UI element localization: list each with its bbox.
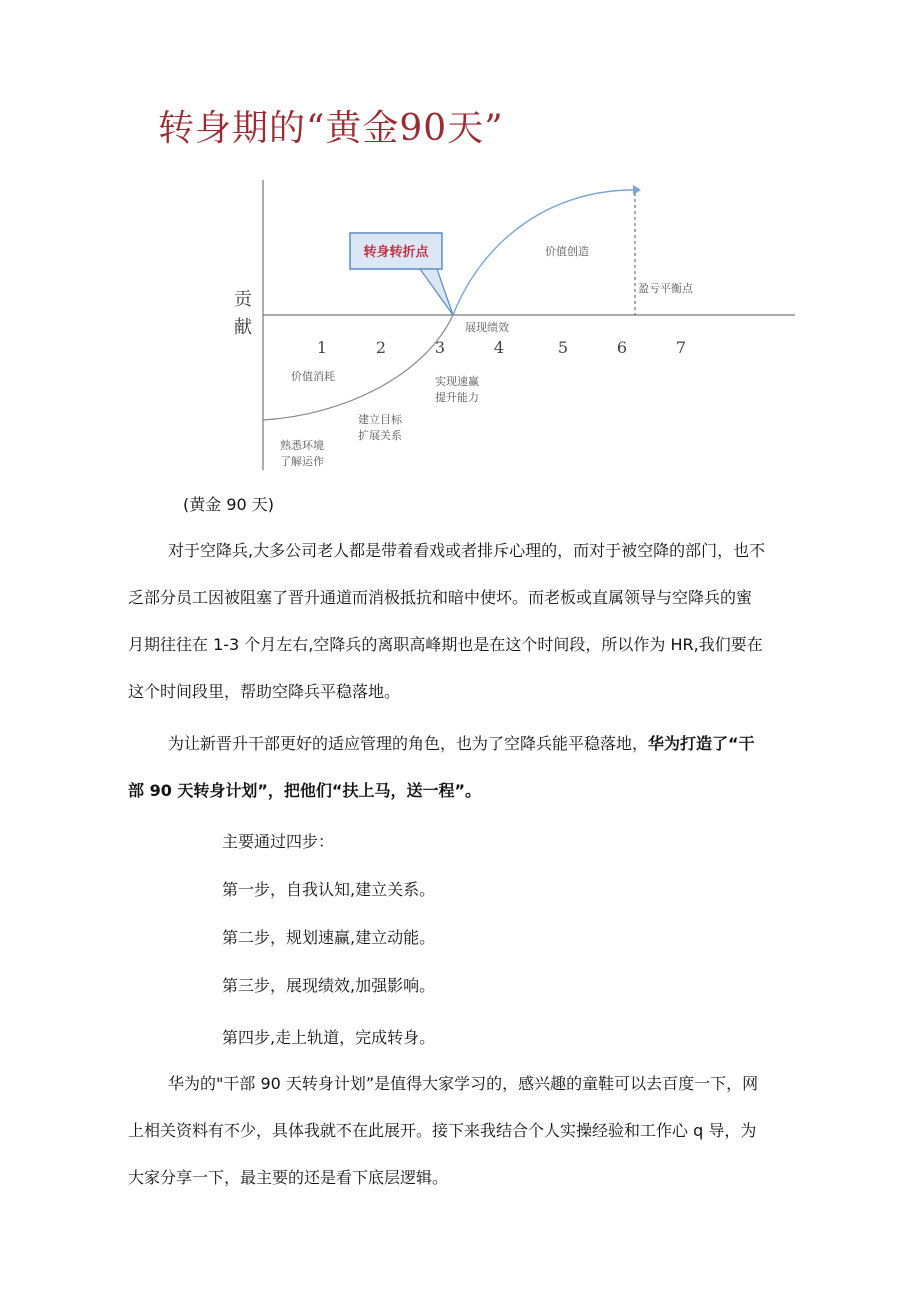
para3-line-3: 大家分享一下，最主要的还是看下底层逻辑。 — [128, 1168, 449, 1187]
tick-7: 7 — [675, 338, 687, 357]
para3-line-1: 华为的"干部 90 天转身计划”是值得大家学习的，感兴趣的童鞋可以去百度一下，网 — [168, 1074, 759, 1093]
page-title: 转身期的“黄金90天” — [158, 108, 504, 149]
label-build-goal-2: 扩展关系 — [358, 429, 402, 442]
tick-4: 4 — [493, 338, 505, 357]
para2-line-2 — [128, 767, 802, 814]
step-1: 第一步，自我认知,建立关系。 — [222, 880, 436, 899]
diagram-svg — [225, 175, 800, 475]
steps-intro: 主要通过四步： — [222, 832, 335, 851]
tick-5: 5 — [557, 338, 569, 357]
label-value-consume: 价值消耗 — [291, 370, 335, 383]
y-label-1: 贡 — [234, 289, 252, 310]
callout-text: 转身转折点 — [363, 245, 429, 260]
step-2: 第二步，规划速赢,建立动能。 — [222, 928, 436, 947]
label-quick-win-1: 实现速赢 — [435, 375, 479, 388]
callout-pointer — [420, 269, 453, 315]
y-label-2: 献 — [234, 317, 252, 338]
paragraph-2 — [128, 720, 802, 814]
step-3: 第三步，展现绩效,加强影响。 — [222, 976, 436, 995]
label-familiar-2: 了解运作 — [280, 455, 324, 468]
paragraph-1 — [128, 527, 802, 715]
tick-2: 2 — [375, 338, 387, 357]
label-quick-win-2: 提升能力 — [435, 391, 479, 404]
label-familiar-1: 熟悉环境 — [280, 439, 324, 452]
curve-arrowhead — [633, 185, 641, 195]
transition-diagram — [225, 175, 800, 475]
tick-3: 3 — [434, 338, 446, 357]
para2-bold-2: 部 90 天转身计划”，把他们“扶上马，送一程”。 — [128, 781, 481, 800]
tick-1: 1 — [316, 338, 328, 357]
para1-line-4: 这个时间段里，帮助空降兵平稳落地。 — [128, 682, 401, 701]
para1-line-3: 月期往往在 1-3 个月左右,空降兵的离职高峰期也是在这个时间段，所以作为 HR,我们要在 — [128, 635, 763, 654]
paragraph-3 — [128, 1060, 802, 1201]
tick-6: 6 — [616, 338, 628, 357]
para2-bold-1: 华为打造了“干 — [648, 734, 755, 753]
figure-caption: (黄金 90 天) — [183, 495, 275, 514]
para1-line-1: 对于空降兵,大多公司老人都是带着看戏或者排斥心理的，而对于被空降的部门，也不 — [168, 541, 766, 560]
para2-line-1 — [168, 720, 802, 767]
para1-line-2: 乏部分员工因被阻塞了晋升通道而消极抵抗和暗中使坏。而老板或直属领导与空降兵的蜜 — [128, 588, 753, 607]
label-value-create: 价值创造 — [545, 245, 589, 258]
label-breakeven: 盈亏平衡点 — [638, 282, 693, 295]
label-show-perf: 展现绩效 — [465, 321, 509, 334]
label-build-goal-1: 建立目标 — [358, 413, 402, 426]
para3-line-2: 上相关资料有不少，具体我就不在此展开。接下来我结合个人实操经验和工作心 q 导，为 — [128, 1121, 757, 1140]
upper-curve — [453, 190, 633, 315]
step-4: 第四步,走上轨道，完成转身。 — [222, 1028, 436, 1047]
lower-curve — [263, 315, 453, 420]
para2-plain: 为让新晋升干部更好的适应管理的角色，也为了空降兵能平稳落地， — [168, 734, 649, 753]
